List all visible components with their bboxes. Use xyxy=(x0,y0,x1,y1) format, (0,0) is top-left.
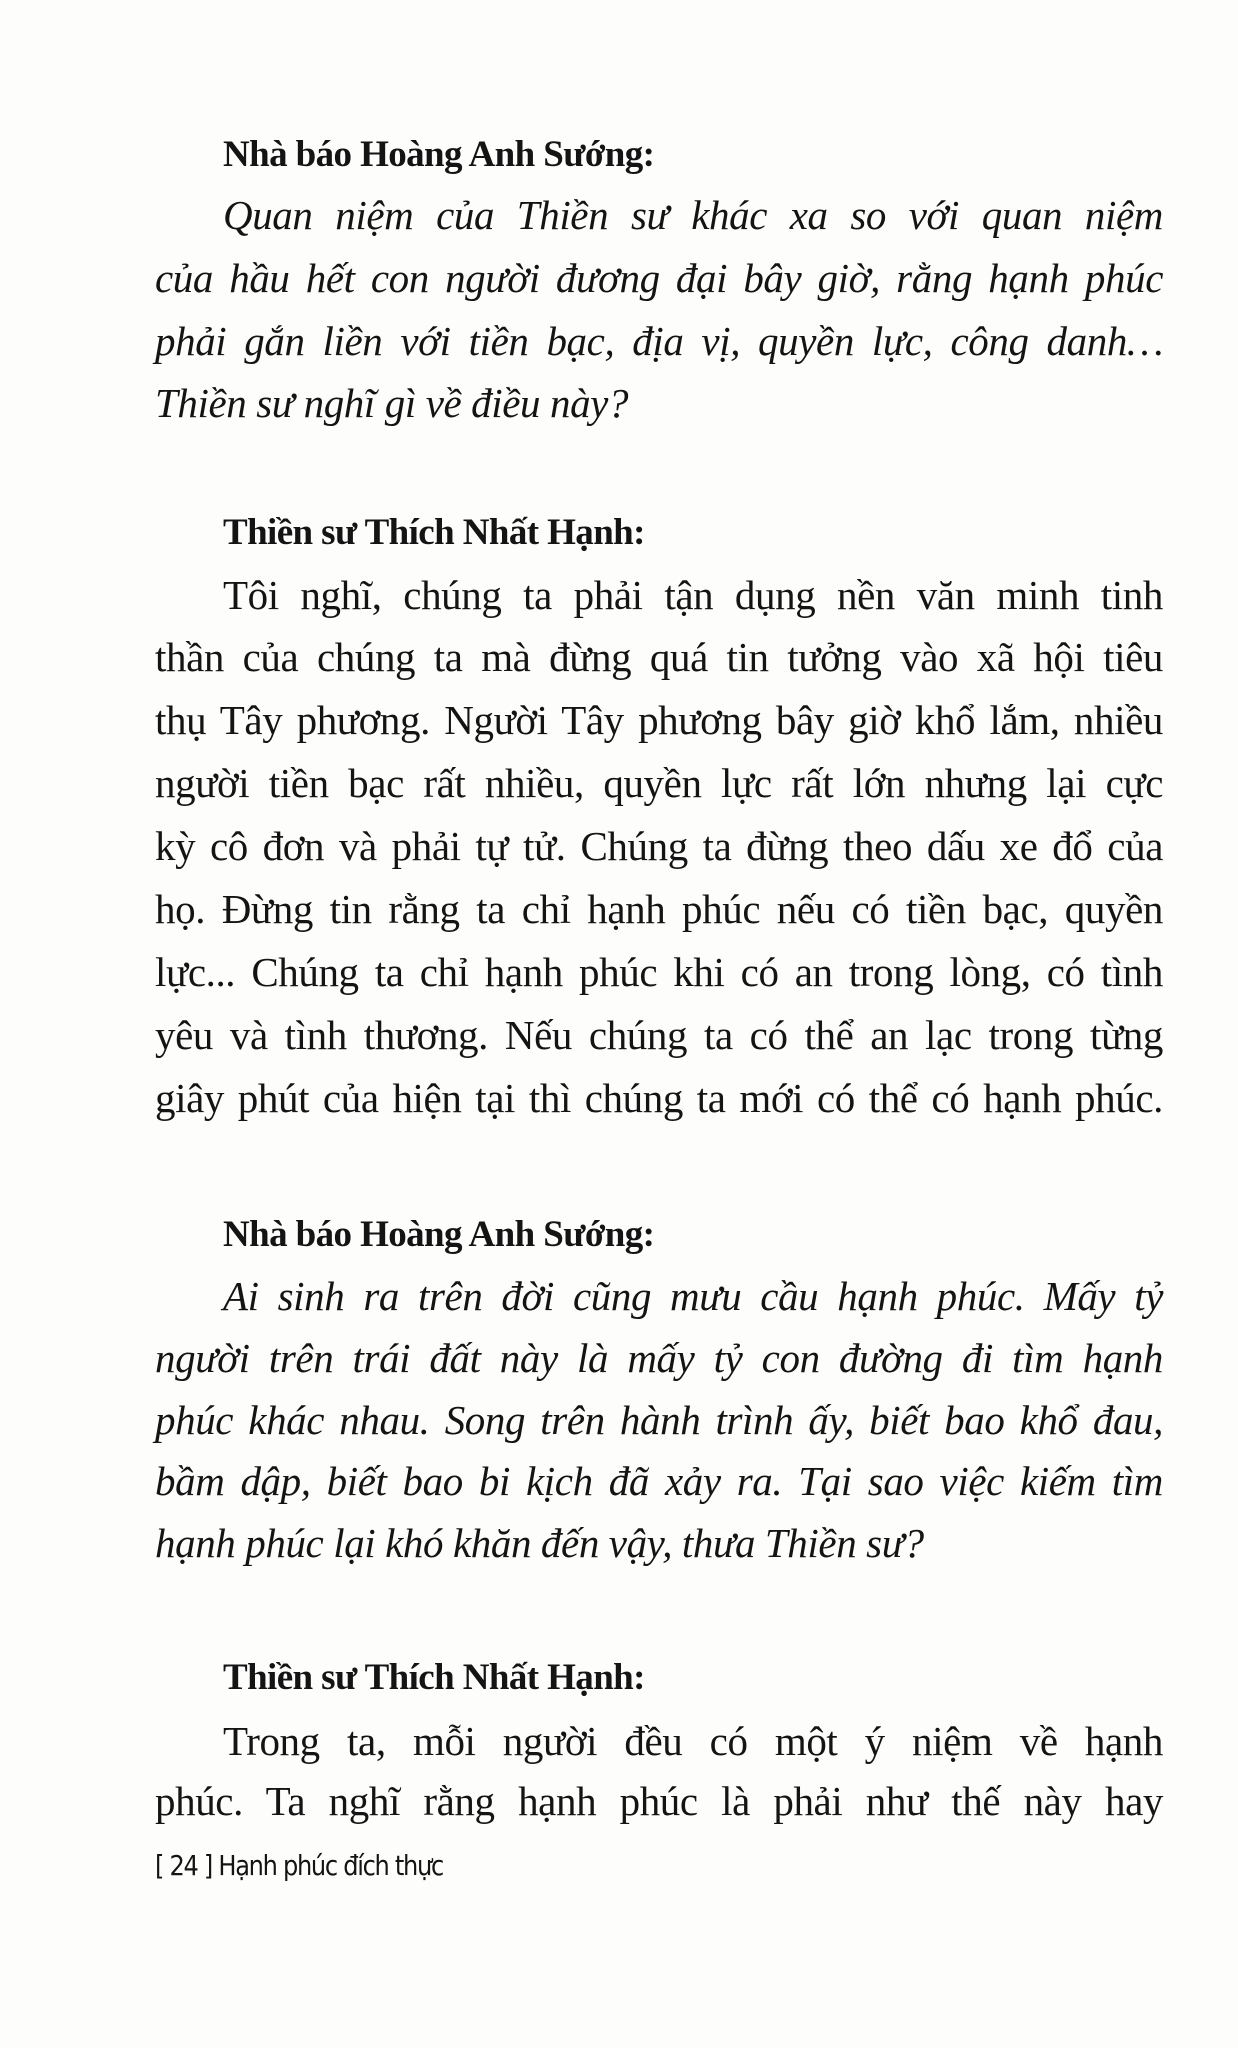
question-line: Thiền sư nghĩ gì về điều này? xyxy=(155,380,629,426)
answer-line: yêu và tình thương. Nếu chúng ta có thể an lạc trong từng xyxy=(155,1012,1163,1058)
question-line: Quan niệm của Thiền sư khác xa so với quan niệm xyxy=(223,192,1163,238)
question-line: người trên trái đất này là mấy tỷ con đường đi tìm hạnh xyxy=(155,1335,1163,1381)
speaker-heading-monk: Thiền sư Thích Nhất Hạnh: xyxy=(223,1657,645,1698)
speaker-heading-journalist: Nhà báo Hoàng Anh Sướng: xyxy=(223,1214,655,1255)
answer-line: Trong ta, mỗi người đều có một ý niệm về hạnh xyxy=(223,1718,1163,1764)
answer-line: lực... Chúng ta chỉ hạnh phúc khi có an trong lòng, có tình xyxy=(155,949,1163,995)
answer-line: họ. Đừng tin rằng ta chỉ hạnh phúc nếu có tiền bạc, quyền xyxy=(155,886,1163,932)
question-line: hạnh phúc lại khó khăn đến vậy, thưa Thiền sư? xyxy=(155,1520,924,1566)
question-line: Ai sinh ra trên đời cũng mưu cầu hạnh phúc. Mấy tỷ xyxy=(223,1273,1163,1319)
page-footer xyxy=(155,1849,443,1882)
question-line: của hầu hết con người đương đại bây giờ, rằng hạnh phúc xyxy=(155,255,1163,301)
answer-line: người tiền bạc rất nhiều, quyền lực rất lớn nhưng lại cực xyxy=(155,760,1163,806)
question-line: bầm dập, biết bao bi kịch đã xảy ra. Tại sao việc kiếm tìm xyxy=(155,1458,1163,1504)
answer-line: kỳ cô đơn và phải tự tử. Chúng ta đừng theo dấu xe đổ của xyxy=(155,823,1163,869)
answer-line: thần của chúng ta mà đừng quá tin tưởng vào xã hội tiêu xyxy=(155,634,1163,680)
speaker-heading-monk: Thiền sư Thích Nhất Hạnh: xyxy=(223,512,645,553)
answer-line: Tôi nghĩ, chúng ta phải tận dụng nền văn minh tinh xyxy=(223,572,1163,618)
page-number: [ 24 ] xyxy=(155,1849,213,1882)
answer-line: phúc. Ta nghĩ rằng hạnh phúc là phải như thế này hay xyxy=(155,1778,1163,1824)
question-line: phúc khác nhau. Song trên hành trình ấy, biết bao khổ đau, xyxy=(155,1397,1163,1443)
book-title: Hạnh phúc đích thực xyxy=(218,1849,443,1882)
answer-line: giây phút của hiện tại thì chúng ta mới có thể có hạnh phúc. xyxy=(155,1075,1163,1121)
answer-line: thụ Tây phương. Người Tây phương bây giờ khổ lắm, nhiều xyxy=(155,697,1163,743)
speaker-heading-journalist: Nhà báo Hoàng Anh Sướng: xyxy=(223,134,655,175)
question-line: phải gắn liền với tiền bạc, địa vị, quyền lực, công danh… xyxy=(155,318,1163,364)
